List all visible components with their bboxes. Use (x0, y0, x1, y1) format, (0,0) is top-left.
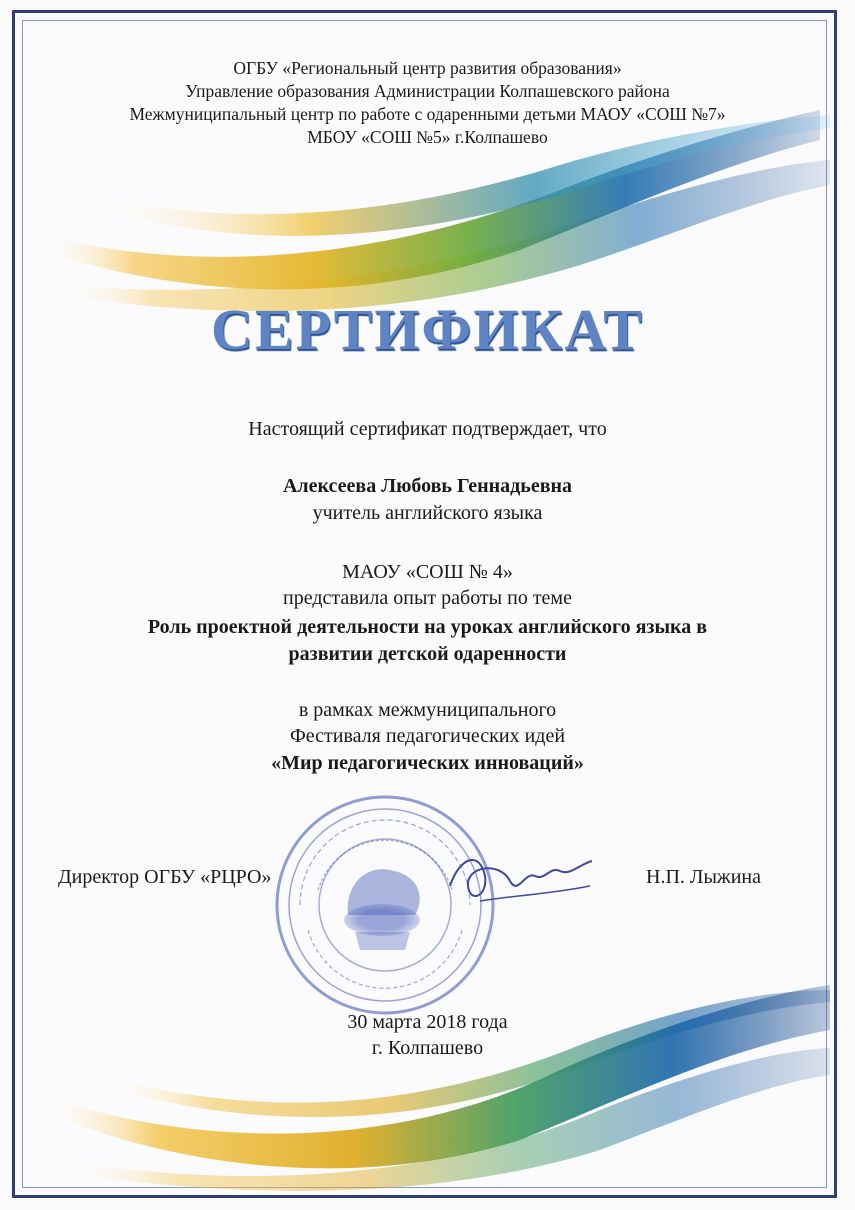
issue-city: г. Колпашево (371, 1037, 484, 1059)
signatory-position: Директор ОГБУ «РЦРО» (58, 866, 272, 888)
issue-date: 30 марта 2018 года (347, 1011, 508, 1033)
signatory-name: Н.П. Лыжина (646, 866, 761, 888)
header-line-4: МБОУ «СОШ №5» г.Колпашево (307, 127, 548, 147)
intro-text: Настоящий сертификат подтверждает, что (248, 418, 607, 440)
header-line-2: Управление образования Администрации Колпашевского района (185, 81, 670, 101)
school-name: МАОУ «СОШ № 4» (342, 561, 513, 583)
signature-scribble (440, 846, 600, 916)
topic-line-1: Роль проектной деятельности на уроках английского языка в (147, 616, 708, 638)
header-line-1: ОГБУ «Региональный центр развития образования» (233, 58, 622, 78)
context-line-2: Фестиваля педагогических идей (289, 725, 566, 747)
certificate-title: СЕРТИФИКАТ (211, 297, 644, 362)
recipient-position: учитель английского языка (312, 502, 543, 524)
festival-name: «Мир педагогических инноваций» (271, 752, 584, 774)
action-text: представила опыт работы по теме (283, 587, 572, 609)
topic-line-2: развитии детской одаренности (288, 643, 567, 665)
context-line-1: в рамках межмуниципального (298, 699, 557, 721)
header-line-3: Межмуниципальный центр по работе с одаренными детьми МАОУ «СОШ №7» (129, 104, 726, 124)
recipient-name: Алексеева Любовь Геннадьевна (282, 475, 573, 497)
